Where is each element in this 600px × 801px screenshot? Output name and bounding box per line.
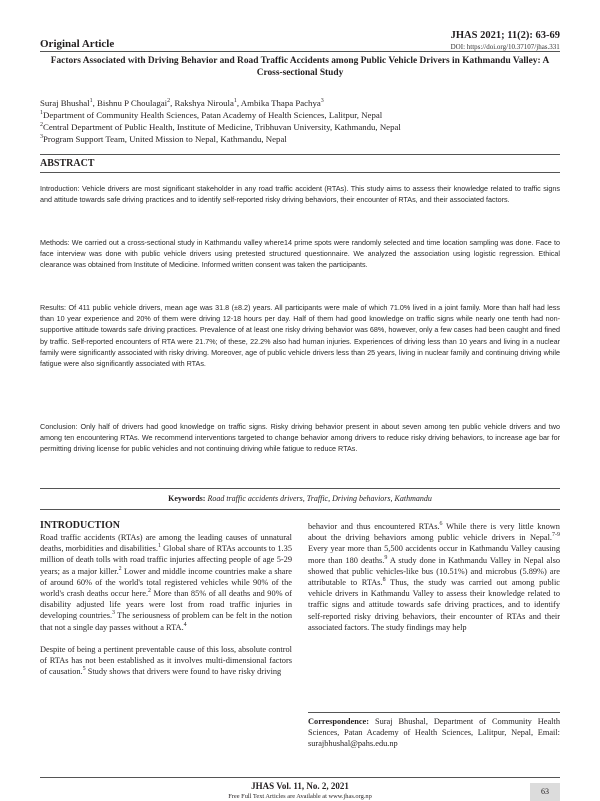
body-text: While there is very little known about the driving behaviors among public vehicle drivers in Nepal. bbox=[308, 522, 560, 543]
abstract-methods: Methods: We carried out a cross-sectional study in Kathmandu valley where14 prime spots were randomly selected and time location sampling was done. Face to face interview was done with public vehicle drivers using pretested structured questionnaire. We analyzed the association using logistic regression. Ethical clearance was obtained from Institute of Medicine. Informed written consent was taken the participants. bbox=[40, 238, 560, 270]
affiliation-2: $^2$Central Department of Public Health, Institute of Medicine, Tribhuvan University, Kathmandu, Nepal bbox=[40, 122, 401, 132]
body-text: More than 85% of all deaths and 90% of disability adjusted life years were lost from road traffic injuries in developing countries. bbox=[40, 589, 293, 621]
body-text: behavior and thus encountered RTAs. bbox=[308, 522, 440, 531]
body-text: Study shows that drivers were found to have risky driving bbox=[85, 667, 282, 677]
citation-ref: 6 bbox=[439, 521, 443, 528]
footer-volume: JHAS Vol. 11, No. 2, 2021 bbox=[251, 781, 349, 791]
introduction-paragraph-1 bbox=[40, 532, 292, 633]
introduction-paragraph-2-continued bbox=[308, 521, 560, 633]
keywords-line bbox=[40, 494, 560, 503]
abstract-results: Results: Of 411 public vehicle drivers, mean age was 31.8 (±8.2) years. All participants were male of which 71.0% lived in a joint family. More than half had less than 10 year experience and 20% of them were driving 12-18 hours per day. Half of them had good knowledge on traffic signs while nearly one tenth had non-supportive attitude towards safe driving practices. Prevalence of at least one risky driving behavior was 68%, however, only a few cases had been caught and fined by traffic. Self-reported encounters of RTA were 21.7%; of these, 22.2% also had human injuries. Experiences of driving less than 10 years and living in a nuclear family were significantly associated with risky driving. Moreover, age of public vehicle drivers less than 25 years, living in nuclear family and continuing driving while fatigue were also significantly associated with RTAs. bbox=[40, 303, 560, 369]
footer-divider bbox=[40, 777, 560, 778]
author-affiliation-mark: 2 bbox=[167, 98, 171, 105]
correspondence-text: Suraj Bhushal, Department of Community Health Sciences, Patan Academy of Health Sciences, Lalitpur, Nepal, Email: surajbhushal@pahs.edu.np bbox=[308, 717, 560, 749]
citation-ref: 4 bbox=[183, 621, 187, 628]
journal-header bbox=[451, 30, 560, 52]
citation-ref: 3 bbox=[112, 610, 116, 617]
body-text: Thus, the study was carried out among public vehicle drivers in Kathmandu Valley to assess their knowledge related to traffic signs and attitude towards safe driving practices, and to identify self-reported risky driving behaviors, their encounter of RTAs and their associated factors. The study findings may help bbox=[308, 578, 560, 632]
abstract-introduction: Introduction: Vehicle drivers are most significant stakeholder in any road traffic accident (RTAs). This study aims to assess their knowledge related to traffic signs and attitude towards safe driving practices and to identify self-reported risky driving behaviors, their encounter of RTAs, and their associated factors. bbox=[40, 184, 560, 205]
abstract-conclusion: Conclusion: Only half of drivers had good knowledge on traffic signs. Risky driving behavior present in about seven among ten public vehicle drivers and two among ten encountering RTAs. We recommend interventions targeted to change behavior among drivers to reduce risky driving behaviors, to increase age bar for permitting driving license for public vehicles and not continuing driving while fatigue to reduce RTAs. bbox=[40, 422, 560, 454]
header-divider bbox=[40, 51, 560, 52]
citation-ref: 9 bbox=[384, 554, 388, 561]
introduction-paragraph-2 bbox=[40, 644, 292, 678]
page-number: 63 bbox=[530, 783, 560, 801]
affiliation-1: $^1$Department of Community Health Sciences, Patan Academy of Health Sciences, Lalitpur, Nepal bbox=[40, 110, 383, 120]
abstract-heading: ABSTRACT bbox=[40, 158, 95, 169]
author-block bbox=[40, 97, 560, 145]
citation-ref: 7-9 bbox=[552, 532, 560, 539]
author-name: Suraj Bhushal bbox=[40, 98, 90, 108]
author-affiliation-mark: 1 bbox=[233, 98, 237, 105]
keywords-top-divider bbox=[40, 488, 560, 489]
body-text: Global share of RTAs accounts to 1.35 million of death tolls with road traffic injuries affecting people of age 5-29 years; as a major killer. bbox=[40, 544, 292, 576]
footer-note: Free Full Text Articles are Available at www.jhas.org.np bbox=[228, 793, 372, 800]
body-text: A study done in Kathmandu Valley in Nepal also showed that public vehicles-like bus (10.51%) and microbus (5.89%) are attributable to RTAs. bbox=[308, 555, 560, 588]
left-column bbox=[40, 520, 292, 677]
body-text: Despite of being a pertinent preventable cause of this loss, absolute control of RTAs has not been established as it involves multi-dimensional factors of causation. bbox=[40, 644, 292, 677]
keywords-label: Keywords: bbox=[168, 494, 206, 503]
citation-ref: 5 bbox=[82, 666, 86, 673]
abstract-top-divider bbox=[40, 154, 560, 155]
citation-ref: 8 bbox=[382, 577, 386, 584]
author-list: Suraj Bhushal$^1$, Bishnu P Choulagai$^2$, Rakshya Niroula$^1$, Ambika Thapa Pachya$^3$ bbox=[40, 98, 324, 108]
body-text: Road traffic accidents (RTAs) are among the leading causes of unnatural deaths, morbidities and disabilities. bbox=[40, 533, 292, 554]
body-text: The seriousness of problem can be felt in the notion that not a single day passes without a RTA. bbox=[40, 611, 292, 632]
affiliation-3: $^3$Program Support Team, United Mission to Nepal, Kathmandu, Nepal bbox=[40, 134, 287, 144]
right-column bbox=[308, 521, 560, 633]
article-type-label: Original Article bbox=[40, 38, 115, 50]
correspondence-label: Correspondence: bbox=[308, 717, 370, 726]
keywords-bottom-divider bbox=[40, 509, 560, 510]
correspondence-divider bbox=[308, 712, 560, 713]
body-text: Every year more than 5,500 accidents occur in Kathmandu Valley causing more than 180 deaths. bbox=[308, 544, 560, 565]
citation-ref: 1 bbox=[158, 543, 161, 550]
citation-ref: 2 bbox=[148, 588, 152, 595]
abstract-heading-divider bbox=[40, 172, 560, 173]
author-name: Ambika Thapa Pachya bbox=[240, 98, 321, 108]
correspondence-block bbox=[308, 716, 560, 750]
author-affiliation-mark: 3 bbox=[320, 98, 324, 105]
article-title: Factors Associated with Driving Behavior and Road Traffic Accidents among Public Vehicle Drivers in Kathmandu Valley: A Cross-sectional Study bbox=[50, 56, 550, 78]
keywords-text: Road traffic accidents drivers, Traffic, Driving behaviors, Kathmandu bbox=[207, 494, 432, 503]
citation-ref: 2 bbox=[118, 565, 122, 572]
author-name: Bishnu P Choulagai bbox=[97, 98, 168, 108]
introduction-heading: INTRODUCTION bbox=[40, 520, 121, 531]
author-affiliation-mark: 1 bbox=[89, 98, 93, 105]
author-name: Rakshya Niroula bbox=[174, 98, 234, 108]
body-text: Lower and middle income countries make a share of around 60% of the world's total registered vehicles while 90% of the world's crash deaths occur here. bbox=[40, 566, 292, 599]
doi-link[interactable]: DOI: https://doi.org/10.37107/jhas.331 bbox=[450, 43, 560, 51]
journal-citation: JHAS 2021; 11(2): 63-69 bbox=[450, 30, 560, 41]
